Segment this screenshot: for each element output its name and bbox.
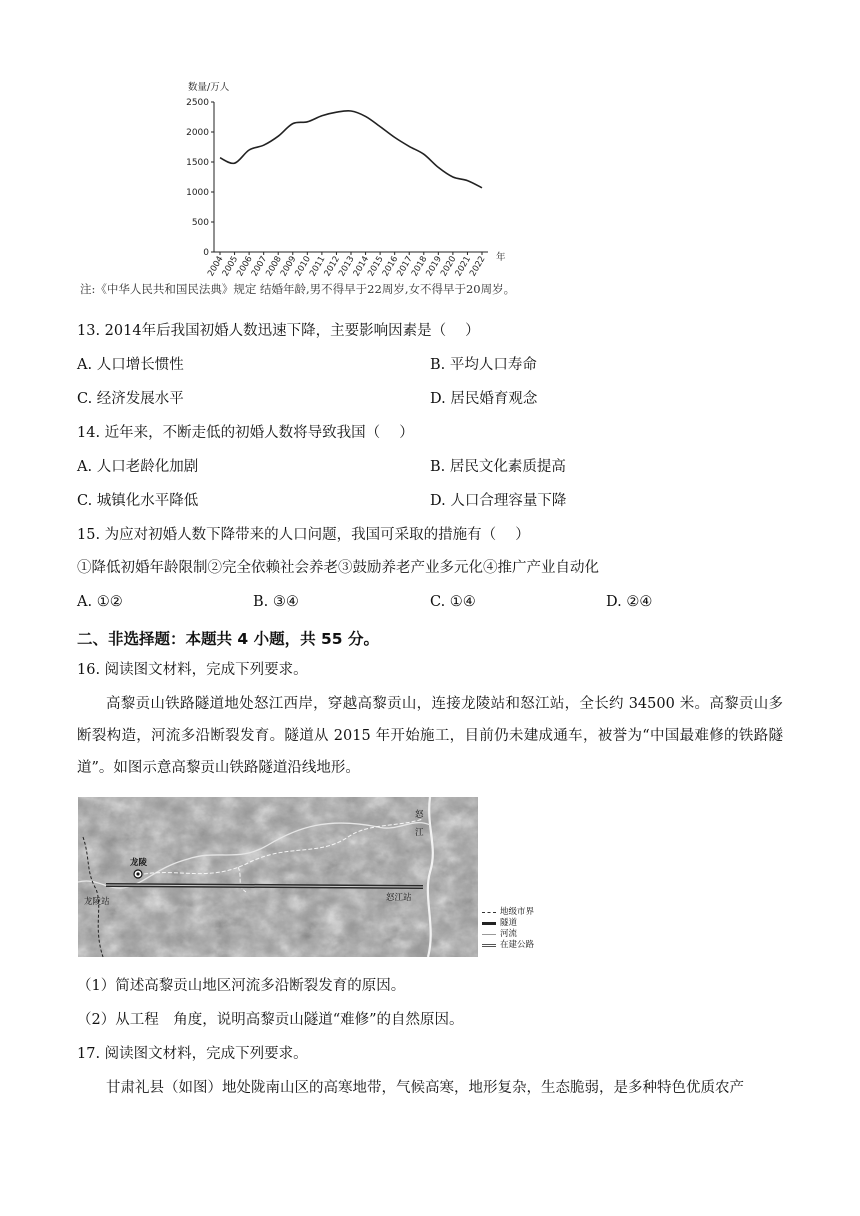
x-axis-label: 年 xyxy=(496,252,506,263)
x-tick-label: 2016 xyxy=(380,254,401,278)
legend-road-label: 在建公路 xyxy=(500,940,535,950)
road-symbol xyxy=(482,944,496,947)
x-tick-label: 2019 xyxy=(424,254,444,278)
q14-option-d[interactable]: D. 人口合理容量下降 xyxy=(430,493,567,509)
y-tick-label: 1500 xyxy=(186,158,209,168)
x-tick-label: 2022 xyxy=(468,254,488,278)
legend-tunnel-label: 隧道 xyxy=(500,918,518,928)
q15-items: ①降低初婚年龄限制②完全依赖社会养老③鼓励养老产业多元化④推广产业自动化 xyxy=(77,560,599,576)
y-axis-label: 数量/万人 xyxy=(188,82,230,93)
x-tick-label: 2008 xyxy=(264,254,284,278)
terrain-map xyxy=(78,797,478,957)
legend-river-label: 河流 xyxy=(500,929,518,939)
map-legend xyxy=(482,907,534,951)
q13-option-d[interactable]: D. 居民婚育观念 xyxy=(430,391,538,407)
legend-boundary-label: 地级市界 xyxy=(500,907,535,917)
q14-stem: 14. 近年来，不断走低的初婚人数将导致我国（ ） xyxy=(77,425,414,441)
q14-option-a[interactable]: A. 人口老龄化加剧 xyxy=(77,459,199,475)
x-tick-label: 2015 xyxy=(366,254,386,278)
boundary-symbol xyxy=(482,912,496,913)
x-tick-label: 2007 xyxy=(249,254,270,278)
x-tick-label: 2018 xyxy=(409,254,430,278)
q13-option-b[interactable]: B. 平均人口寿命 xyxy=(430,357,537,373)
q14-option-b[interactable]: B. 居民文化素质提高 xyxy=(430,459,566,475)
x-tick-label: 2012 xyxy=(322,254,343,278)
x-tick-label: 2011 xyxy=(308,254,328,278)
y-tick-label: 1000 xyxy=(186,188,209,198)
q15-option-c[interactable]: C. ①④ xyxy=(430,594,476,610)
q16-sub2: （2）从工程 角度，说明高黎贡山隧道“难修”的自然原因。 xyxy=(77,1012,464,1028)
q17-stem: 17. 阅读图文材料，完成下列要求。 xyxy=(77,1046,308,1062)
label-longling-station: 龙陵站 xyxy=(84,897,110,907)
q14-option-c[interactable]: C. 城镇化水平降低 xyxy=(77,493,199,509)
chart-note: 注:《中华人民共和国民法典》规定 结婚年龄,男不得早于22周岁,女不得早于20周岁。 xyxy=(80,282,516,296)
x-tick-label: 2005 xyxy=(220,254,241,278)
q16-paragraph: 高黎贡山铁路隧道地处怒江西岸，穿越高黎贡山，连接龙陵站和怒江站，全长约 34500 米。高黎贡山多断裂构造，河流多沿断裂发育。隧道从 2015 年开始施工，目前仍未建成通车，被誉为“中国最难修的铁路隧道”。如图示意高黎贡山铁路隧道沿线地形。 xyxy=(77,696,783,776)
q15-option-b[interactable]: B. ③④ xyxy=(253,594,299,610)
y-tick-labels xyxy=(186,98,214,258)
series-line xyxy=(220,111,482,188)
label-nujiang-station: 怒江站 xyxy=(386,893,412,903)
legend-river xyxy=(482,929,534,940)
river-symbol xyxy=(482,934,496,935)
label-jiang: 江 xyxy=(415,828,424,838)
longling-city-dot xyxy=(136,872,139,875)
x-tick-label: 2004 xyxy=(206,254,226,278)
q15-option-d[interactable]: D. ②④ xyxy=(606,594,653,610)
y-tick-label: 500 xyxy=(191,218,209,228)
x-tick-label: 2013 xyxy=(337,254,357,278)
x-tick-label: 2009 xyxy=(278,254,299,278)
q16-sub1: （1）简述高黎贡山地区河流多沿断裂发育的原因。 xyxy=(77,978,406,994)
label-nu: 怒 xyxy=(415,810,424,820)
q15-option-a[interactable]: A. ①② xyxy=(77,594,123,610)
y-tick-label: 2500 xyxy=(186,98,209,108)
x-tick-label: 2021 xyxy=(453,254,474,278)
legend-tunnel xyxy=(482,918,534,929)
tunnel-symbol xyxy=(482,922,496,925)
legend-boundary xyxy=(482,907,534,918)
x-tick-label: 2006 xyxy=(235,254,255,278)
chart-axes xyxy=(214,102,488,252)
x-tick-label: 2014 xyxy=(351,254,372,278)
y-tick-label: 2000 xyxy=(186,128,209,138)
q13-stem: 13. 2014年后我国初婚人数迅速下降，主要影响因素是（ ） xyxy=(77,323,480,339)
q13-option-c[interactable]: C. 经济发展水平 xyxy=(77,391,184,407)
x-tick-label: 2017 xyxy=(395,254,415,278)
q17-paragraph: 甘肃礼县（如图）地处陇南山区的高寒地带，气候高寒，地形复杂，生态脆弱，是多种特色优质农产 xyxy=(106,1080,744,1096)
q16-stem: 16. 阅读图文材料，完成下列要求。 xyxy=(77,662,308,678)
y-tick-label: 0 xyxy=(203,248,209,258)
q13-option-a[interactable]: A. 人口增长惯性 xyxy=(77,357,184,373)
x-tick-labels xyxy=(206,252,487,278)
q15-stem: 15. 为应对初婚人数下降带来的人口问题，我国可采取的措施有（ ） xyxy=(77,527,530,543)
x-tick-label: 2020 xyxy=(439,254,459,278)
legend-road xyxy=(482,940,534,951)
label-longling: 龙陵 xyxy=(130,858,148,868)
marriage-line-chart xyxy=(170,78,520,278)
x-tick-label: 2010 xyxy=(293,254,313,278)
section-title: 二、非选择题：本题共 4 小题，共 55 分。 xyxy=(77,630,379,648)
